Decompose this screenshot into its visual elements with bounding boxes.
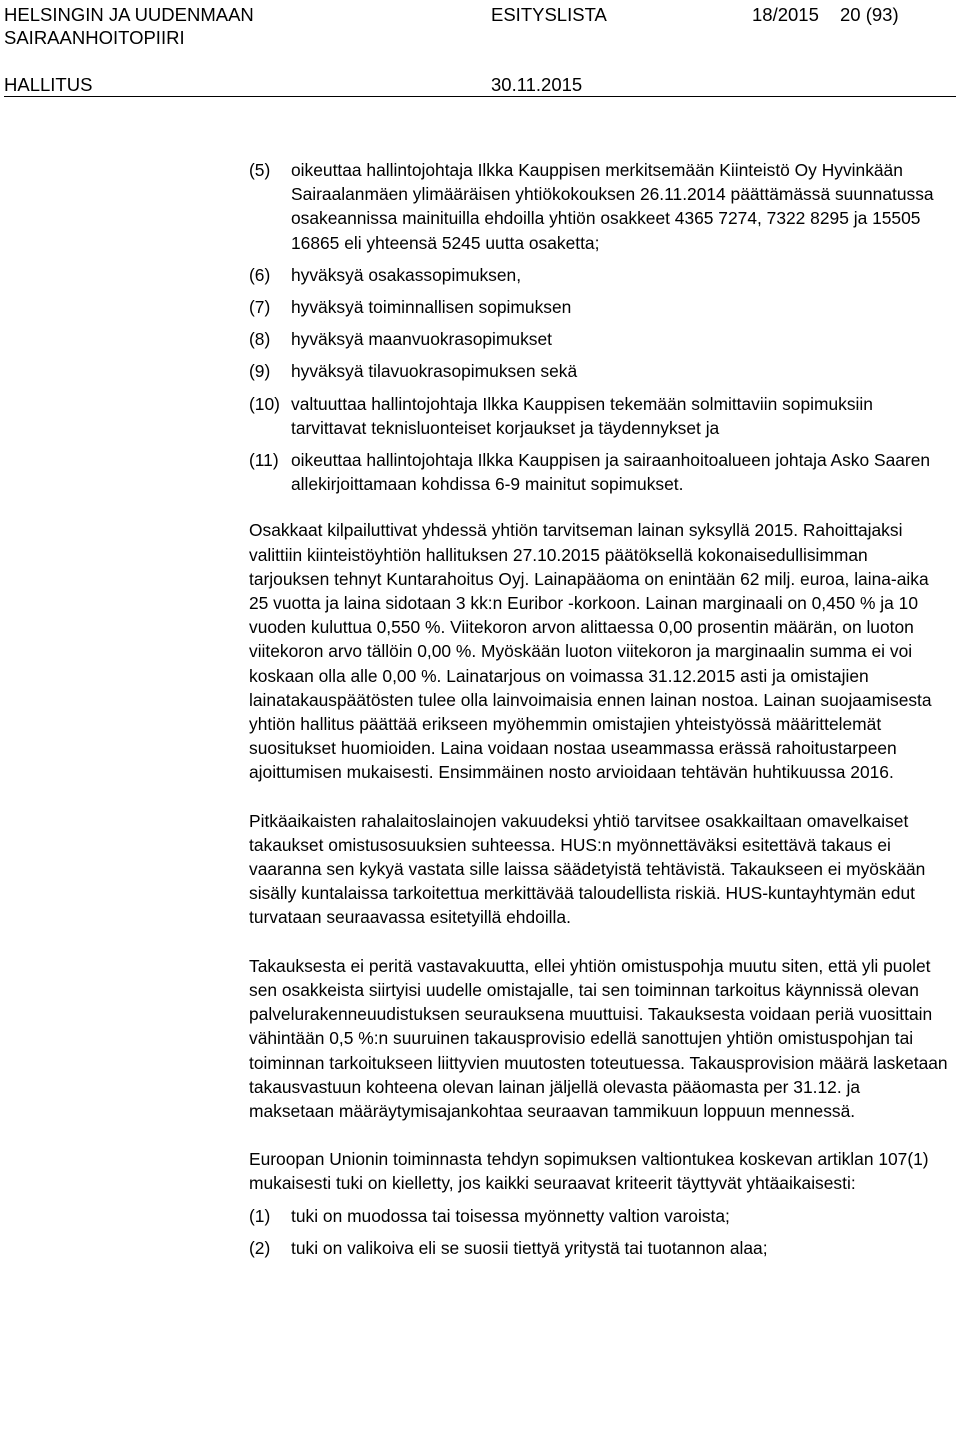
list-item — [249, 158, 949, 255]
page-number: 20 (93) — [840, 4, 899, 25]
list-item — [249, 327, 949, 351]
list-item-number: (8) — [249, 329, 271, 350]
document-header — [0, 0, 960, 98]
list-item-number: (7) — [249, 297, 271, 318]
organization-name-line1: HELSINGIN JA UUDENMAAN — [4, 4, 254, 25]
list-item-number: (5) — [249, 160, 271, 180]
paragraph-guarantees: Pitkäaikaisten rahalaitoslainojen vakuudeksi yhtiö tarvitsee osakkailtaan omavelkaiset takaukset omistusosuuksien suhteessa. HUS:n myönnettäväksi esitettävä takaus ei vaaranna sen kykyä vastata sille laissa säädetyistä tehtävistä. Takaukseen ei myöskään sisälly kuntalaissa tarkoitettua merkittävää taloudellista riskiä. HUS-kuntayhtymän edut turvataan seuraavassa esitetyillä ehdoilla. — [249, 810, 926, 928]
paragraph-state-aid: Euroopan Unionin toiminnasta tehdyn sopimuksen valtiontukea koskevan artiklan 107(1) mukaisesti tuki on kielletty, jos kaikki seuraavat kriteerit täyttyvät yhtäaikaisesti: — [249, 1149, 929, 1194]
list-item — [249, 392, 949, 440]
list-item — [249, 1204, 949, 1228]
list-item-number: (11) — [249, 450, 279, 471]
document-number: 18/2015 — [752, 4, 819, 25]
list-item — [249, 263, 949, 287]
decision-list — [249, 158, 949, 496]
list-item-number: (10) — [249, 393, 280, 414]
list-item-text: tuki on valikoiva eli se suosii tiettyä yritystä tai tuotannon alaa; — [291, 1237, 768, 1258]
document-body — [249, 158, 949, 1268]
criteria-list — [249, 1204, 949, 1260]
list-item — [249, 1236, 949, 1260]
document-date: 30.11.2015 — [491, 74, 583, 95]
list-item — [249, 295, 949, 319]
list-item-text: hyväksyä maanvuokrasopimukset — [291, 329, 552, 350]
list-item-text: hyväksyä tilavuokrasopimuksen sekä — [291, 361, 578, 382]
list-item-number: (2) — [249, 1237, 271, 1258]
list-item-text: hyväksyä osakassopimuksen, — [291, 264, 522, 285]
list-item-text: hyväksyä toiminnallisen sopimuksen — [291, 297, 572, 318]
list-item-text: oikeuttaa hallintojohtaja Ilkka Kauppisen merkitsemään Kiinteistö Oy Hyvinkään Sairaalanmäen ylimääräisen yhtiökokouksen 26.11.2014 päättämässä suunnatussa osakeannissa mainituilla ehdoilla yhtiön osakkeet 4365 7274, 7322 8295 ja 15505 16865 eli yhteensä 5245 uutta osaketta; — [291, 160, 934, 253]
list-item-number: (6) — [249, 264, 271, 285]
paragraph-loan-terms: Osakkaat kilpailuttivat yhdessä yhtiön tarvitseman lainan syksyllä 2015. Rahoittajaksi valittiin kiinteistöyhtiön hallituksen 27.10.2015 päätöksellä kokonaisedullisimman tarjouksen tehnyt Kuntarahoitus Oyj. Lainapääoma on enintään 62 milj. euroa, laina-aika 25 vuotta ja laina sidotaan 3 kk:n Euribor -korkoon. Lainan marginaali on 0,450 % ja 10 vuoden kuluttua 0,550 %. Viitekoron arvon alittaessa 0,00 prosentin määrän, on luoton viitekoron arvo tällöin 0,00 %. Myöskään luoton viitekoron ja marginaalin summa ei voi koskaan olla alle 0,00 %. Lainatarjous on voimassa 31.12.2015 asti ja omistajien lainatakauspäätösten tulee olla lainvoimaisia ennen lainan nostoa. Lainan suojaamisesta yhtiön hallitus päättää erikseen myöhemmin omistajien yhteistyössä määrittelemät suositukset huomioiden. Laina voidaan nostaa useammassa erässä rahoitustarpeen ajoittumisen mukaisesti. Ensimmäinen nosto arvioidaan tehtävän huhtikuussa 2016. — [249, 520, 932, 783]
list-item-number: (9) — [249, 361, 271, 382]
list-item-text: oikeuttaa hallintojohtaja Ilkka Kauppisen ja sairaanhoitoalueen johtaja Asko Saaren allekirjoittamaan kohdissa 6-9 mainitut sopimukset. — [291, 450, 931, 495]
list-item-text: tuki on muodossa tai toisessa myönnetty valtion varoista; — [291, 1205, 730, 1226]
list-item-text: valtuuttaa hallintojohtaja Ilkka Kauppisen tekemään solmittaviin sopimuksiin tarvittavat teknisluonteiset korjaukset ja täydennykset ja — [291, 393, 873, 438]
header-divider — [4, 96, 956, 97]
list-item — [249, 359, 949, 383]
paragraph-guarantee-fee: Takauksesta ei peritä vastavakuutta, ellei yhtiön omistuspohja muutu siten, että yli puolet sen osakkeista siirtyisi uudelle omistajalle, tai sen toiminnan tarkoitus käynnissä olevan palvelurakenneuudistuksen seurauksena muuttuisi. Takauksesta voidaan periä vuosittain vähintään 0,5 %:n suuruinen takausprovisio edellä sanottujen yhtiön omistuspohjan tai toiminnan tarkoitukseen liittyvien muutosten toteutuessa. Takausprovision määrä lasketaan takausvastuun kohteena olevan lainan jäljellä olevasta pääomasta per 31.12. ja maksetaan määräytymisajankohtaa seuraavan tammikuun loppuun mennessä. — [249, 955, 948, 1121]
document-type: ESITYSLISTA — [491, 4, 607, 25]
governing-body: HALLITUS — [4, 74, 93, 95]
organization-name-line2: SAIRAANHOITOPIIRI — [4, 27, 185, 48]
list-item — [249, 448, 949, 496]
list-item-number: (1) — [249, 1205, 271, 1226]
